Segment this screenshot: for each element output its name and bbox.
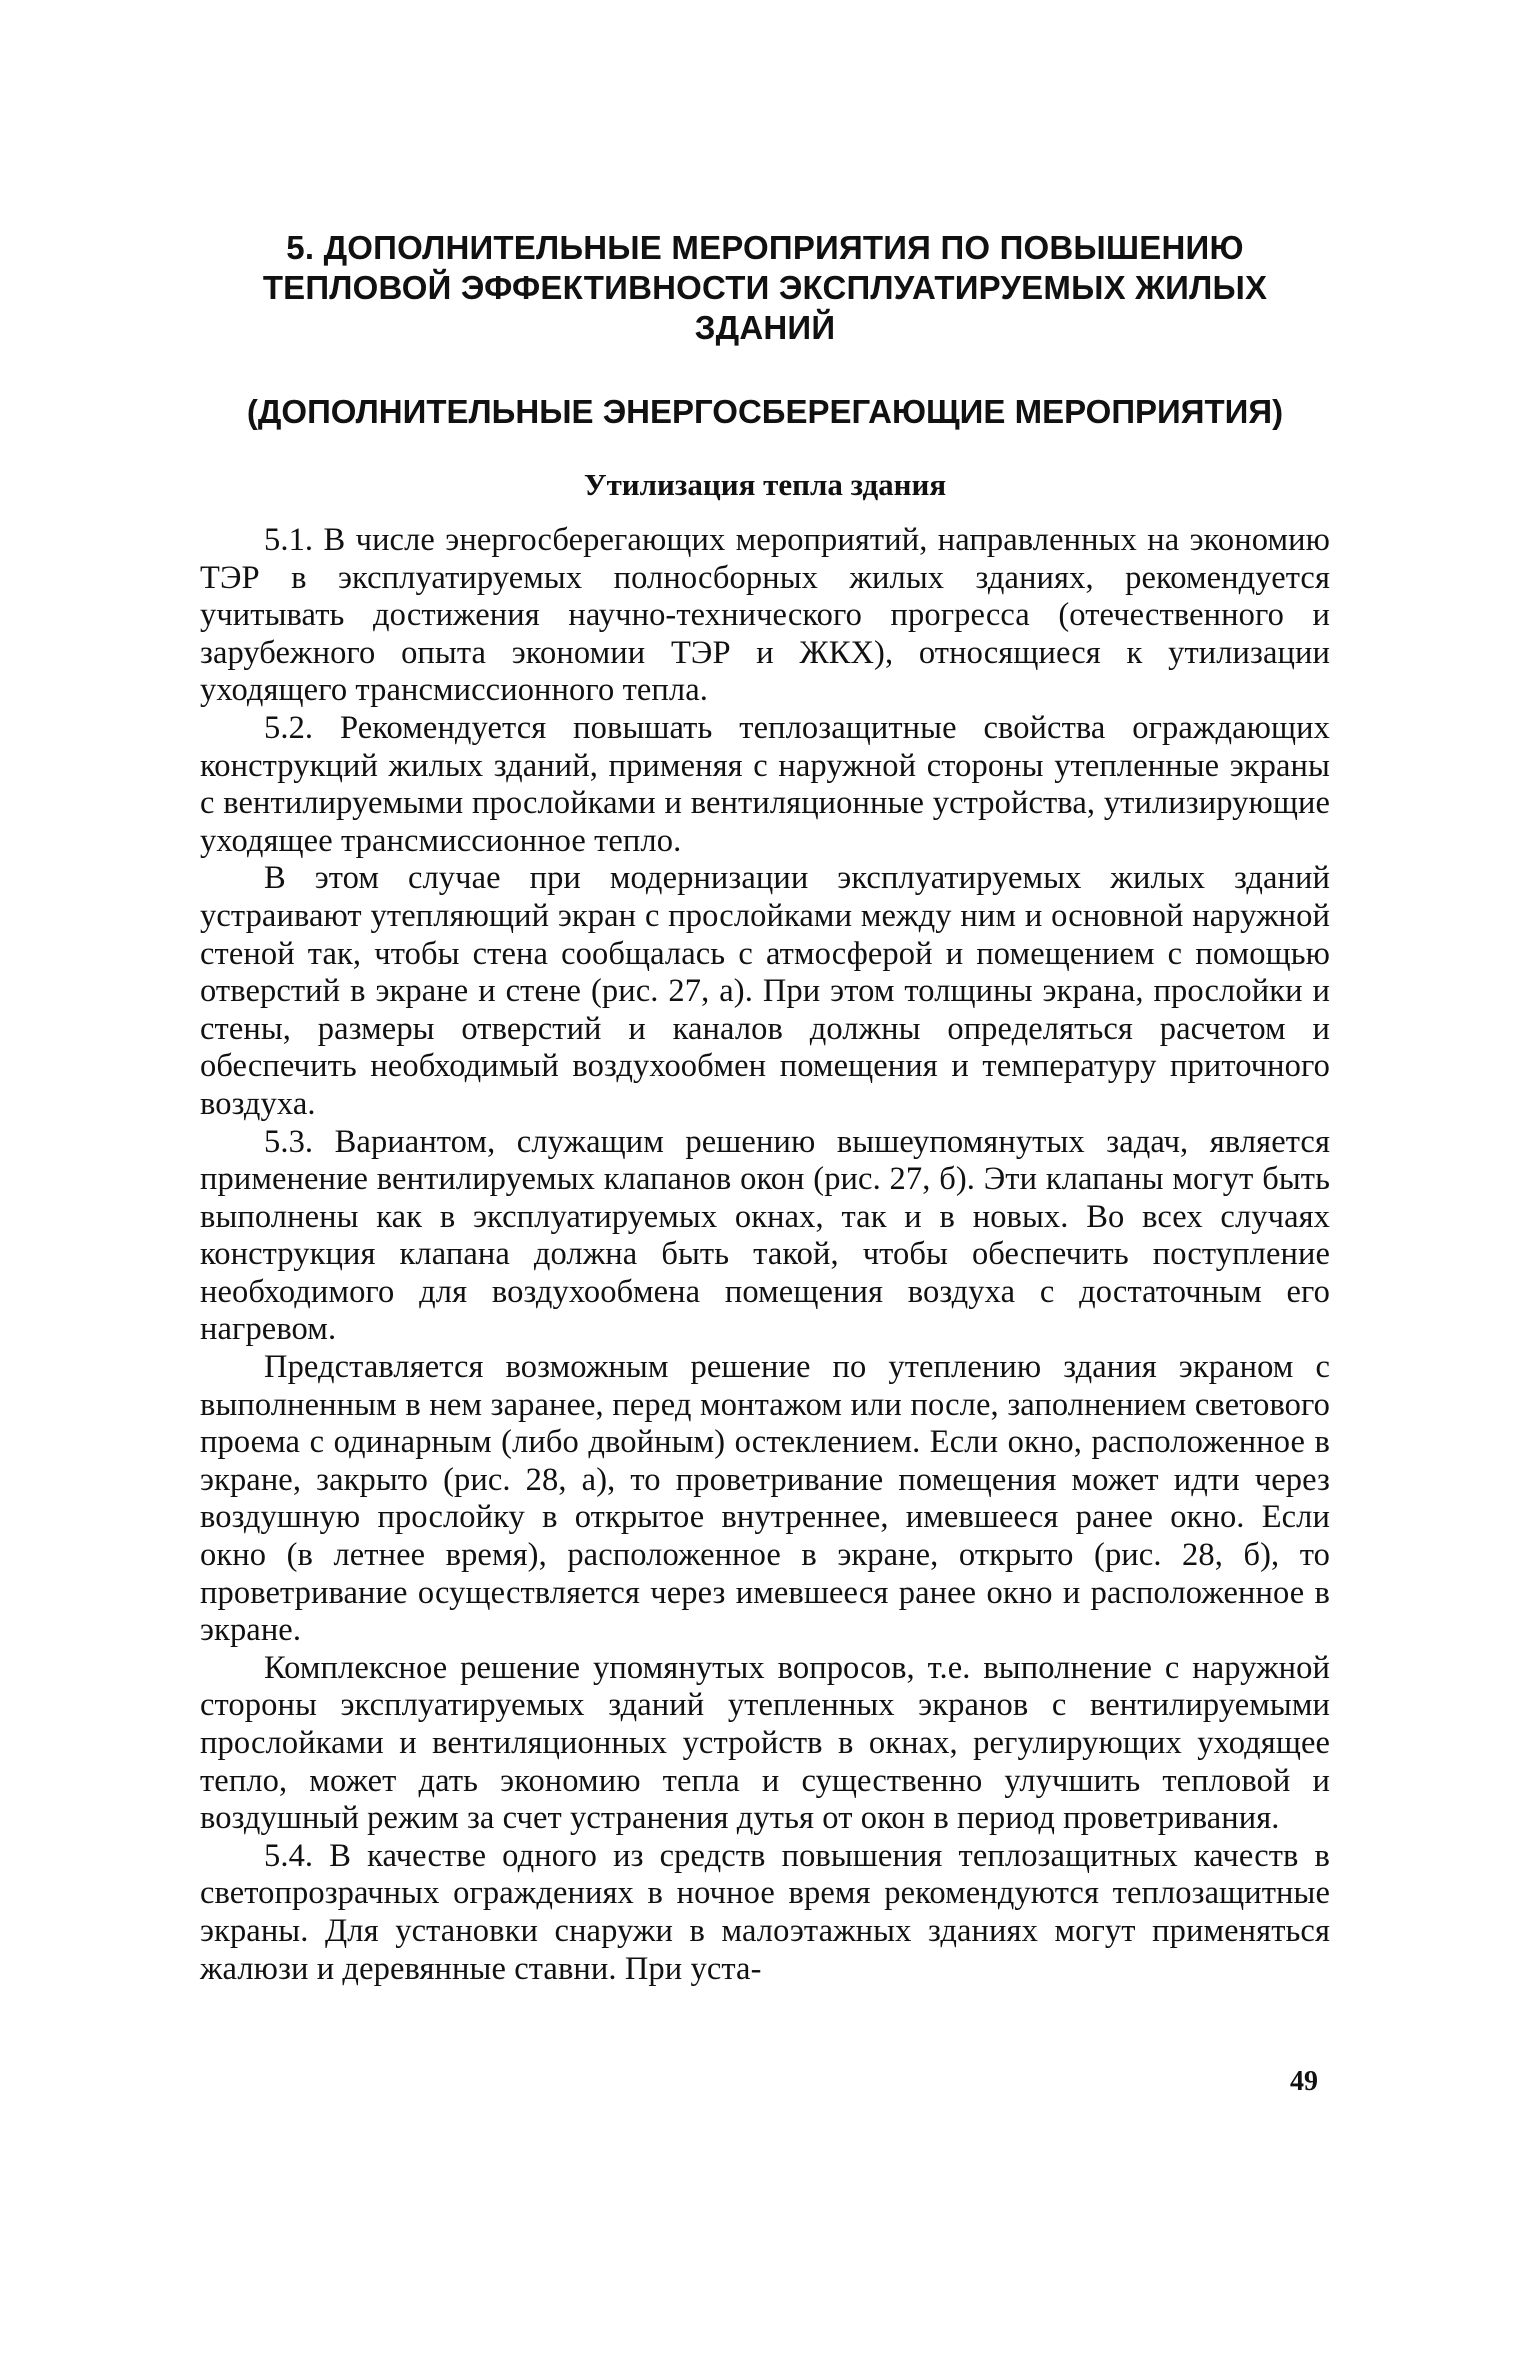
paragraph-5-3: 5.3. Вариантом, служащим решению вышеупомянутых задач, является применение вентилируемых клапанов окон (рис. 27, б). Эти клапаны могут быть выполнены как в эксплуатируемых окнах, так и в новых. Во всех случаях конструкция клапана должна быть такой, чтобы обеспечить поступление необходимого для воздухообмена помещения воздуха с достаточным его нагревом. (200, 1123, 1330, 1348)
paragraph-5-1: 5.1. В числе энергосберегающих мероприятий, направленных на экономию ТЭР в эксплуатируемых полносборных жилых зданиях, рекомендуется учитывать достижения научно-технического прогресса (отечественного и зарубежного опыта экономии ТЭР и ЖКХ), относящиеся к утилизации уходящего трансмиссионного тепла. (200, 522, 1330, 709)
chapter-title-line-2: ТЕПЛОВОЙ ЭФФЕКТИВНОСТИ ЭКСПЛУАТИРУЕМЫХ ЖИЛЫХ (262, 269, 1268, 306)
paragraph-5-2: 5.2. Рекомендуется повышать теплозащитные свойства ограждающих конструкций жилых зданий, применяя с наружной стороны утепленные экраны с вентилируемыми прослойками и вентиляционные устройства, утилизирующие уходящее трансмиссионное тепло. (200, 709, 1330, 859)
paragraph-screen-insulation: Представляется возможным решение по утеплению здания экраном с выполненным в нем заранее, перед монтажом или после, заполнением светового проема с одинарным (либо двойным) остеклением. Если окно, расположенное в экране, закрыто (рис. 28, а), то проветривание помещения может идти через воздушную прослойку в открытое внутреннее, имевшееся ранее окно. Если окно (в летнее время), расположенное в экране, открыто (рис. 28, б), то проветривание осуществляется через имевшееся ранее окно и расположенное в экране. (200, 1349, 1330, 1649)
paragraph-5-4: 5.4. В качестве одного из средств повышения теплозащитных качеств в светопрозрачных ограждениях в ночное время рекомендуются теплозащитные экраны. Для установки снаружи в малоэтажных зданиях могут применяться жалюзи и деревянные ставни. При уста- (200, 1837, 1330, 1987)
body-text (200, 522, 1330, 1988)
chapter-title-line-1: 5. ДОПОЛНИТЕЛЬНЫЕ МЕРОПРИЯТИЯ ПО ПОВЫШЕНИЮ (286, 229, 1244, 266)
page-number: 49 (1290, 2066, 1318, 2097)
document-page (200, 228, 1330, 1988)
paragraph-modernization: В этом случае при модернизации эксплуатируемых жилых зданий устраивают утепляющий экран с прослойками между ним и основной наружной стеной так, чтобы стена сообщалась с атмосферой и помещением с помощью отверстий в экране и стене (рис. 27, а). При этом толщины экрана, прослойки и стены, размеры отверстий и каналов должны определяться расчетом и обеспечить необходимый воздухообмен помещения и температуру приточного воздуха. (200, 860, 1330, 1122)
section-heading: Утилизация тепла здания (583, 467, 947, 502)
chapter-title-line-3: ЗДАНИЙ (694, 309, 836, 346)
chapter-title (200, 228, 1330, 348)
chapter-subtitle: (ДОПОЛНИТЕЛЬНЫЕ ЭНЕРГОСБЕРЕГАЮЩИЕ МЕРОПРИЯТИЯ) (246, 393, 1284, 430)
paragraph-complex-solution: Комплексное решение упомянутых вопросов, т.е. выполнение с наружной стороны эксплуатируемых зданий утепленных экранов с вентилируемыми прослойками и вентиляционных устройств в окнах, регулирующих уходящее тепло, может дать экономию тепла и существенно улучшить тепловой и воздушный режим за счет устранения дутья от окон в период проветривания. (200, 1649, 1330, 1837)
